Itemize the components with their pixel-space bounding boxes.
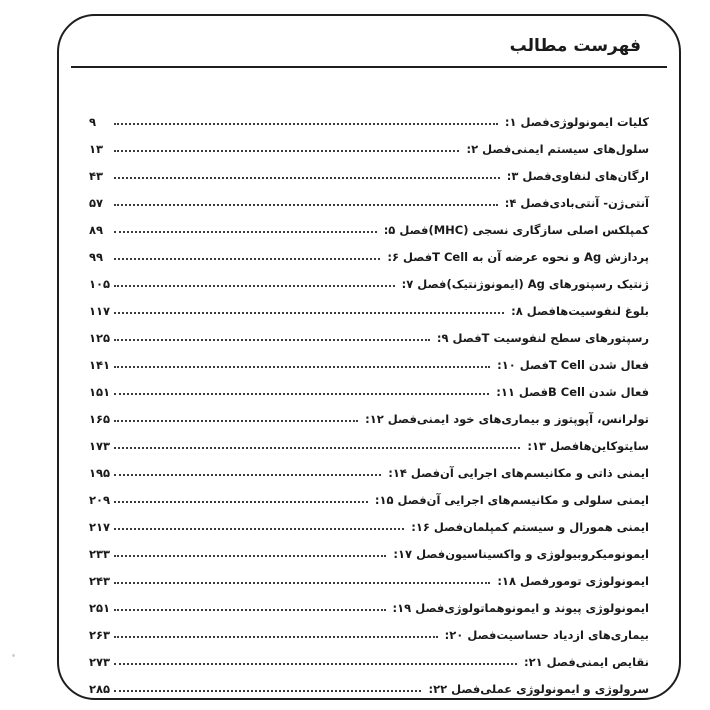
toc-entry-label bbox=[492, 385, 649, 401]
toc-chapter-number: فصل ۱۷: bbox=[393, 547, 446, 561]
dot-leader bbox=[114, 474, 381, 476]
toc-chapter-number: فصل ۳: bbox=[506, 169, 552, 183]
toc-chapter-number: فصل ۱۴: bbox=[388, 466, 440, 480]
toc-page-number: ۱۴۱ bbox=[89, 358, 111, 372]
toc-chapter-number: فصل ۱۹: bbox=[392, 601, 445, 615]
dot-leader bbox=[114, 393, 489, 395]
toc-chapter-number: فصل ۱۲: bbox=[365, 412, 417, 426]
dot-leader bbox=[114, 231, 377, 233]
toc-chapter-title: کلیات ایمونولوژی bbox=[549, 115, 649, 129]
toc-chapter-number: فصل ۱۸: bbox=[497, 574, 550, 588]
toc-entry bbox=[89, 320, 649, 347]
toc-chapter-number: فصل ۷: bbox=[401, 277, 447, 291]
toc-entry bbox=[89, 239, 649, 266]
toc-entry bbox=[89, 347, 649, 374]
toc-chapter-number: فصل ۱۶: bbox=[411, 520, 464, 534]
toc-chapter-title: تولرانس، آپوپتوز و بیماری‌های خود ایمنی bbox=[416, 412, 649, 426]
dot-leader bbox=[114, 582, 490, 584]
toc-entry bbox=[89, 455, 649, 482]
toc-chapter-number: فصل ۶: bbox=[387, 250, 433, 264]
dot-leader bbox=[114, 366, 490, 368]
dot-leader bbox=[114, 447, 520, 449]
toc-chapter-number: فصل ۲۰: bbox=[444, 628, 497, 642]
toc-page-number: ۵۷ bbox=[89, 196, 104, 210]
dot-leader bbox=[114, 663, 517, 665]
toc-chapter-number: فصل ۲: bbox=[466, 142, 512, 156]
toc-page-number: ۹۹ bbox=[89, 250, 104, 264]
toc-entry-label bbox=[493, 574, 649, 590]
toc-page-number: ۱۰۵ bbox=[89, 277, 111, 291]
toc-chapter-title: ایمونولوژی تومور bbox=[549, 574, 649, 588]
toc-entry bbox=[89, 131, 649, 158]
toc-chapter-number: فصل ۱۳: bbox=[527, 439, 580, 453]
toc-chapter-title: نقایص ایمنی bbox=[575, 655, 649, 669]
toc-entry-label bbox=[501, 196, 649, 212]
dot-leader bbox=[114, 609, 386, 611]
toc-chapter-title: سرولوژی و ایمونولوژی عملی bbox=[480, 682, 649, 696]
dot-leader bbox=[114, 258, 380, 260]
toc-chapter-title: آنتی‌ژن- آنتی‌بادی bbox=[549, 196, 649, 210]
toc-entry bbox=[89, 401, 649, 428]
toc-entry-label bbox=[371, 493, 649, 509]
toc-entry bbox=[89, 482, 649, 509]
page-frame bbox=[57, 14, 681, 700]
toc-page-number: ۱۱۷ bbox=[89, 304, 111, 318]
toc-chapter-number: فصل ۱۰: bbox=[497, 358, 549, 372]
toc-chapter-title: ایمنی همورال و سیستم کمپلمان bbox=[463, 520, 649, 534]
toc-entry-label bbox=[441, 628, 649, 644]
dot-leader bbox=[114, 555, 386, 557]
dot-leader bbox=[114, 285, 395, 287]
toc-chapter-title: فعال شدن B Cell bbox=[548, 385, 649, 399]
toc-chapter-title: کمپلکس اصلی سازگاری نسجی (MHC) bbox=[428, 223, 649, 237]
dot-leader bbox=[114, 501, 368, 503]
dot-leader bbox=[114, 204, 498, 206]
toc-page-number: ۱۶۵ bbox=[89, 412, 111, 426]
page-title: فهرست مطالب bbox=[509, 36, 641, 56]
toc-entry bbox=[89, 104, 649, 131]
dot-leader bbox=[114, 123, 498, 125]
toc-entry bbox=[89, 617, 649, 644]
toc-page-number: ۸۹ bbox=[89, 223, 104, 237]
toc-chapter-number: فصل ۵: bbox=[383, 223, 429, 237]
toc-entry-label bbox=[501, 115, 649, 131]
toc-entry-label bbox=[389, 601, 649, 617]
toc-entry-label bbox=[523, 439, 649, 455]
toc-entry-label bbox=[383, 250, 649, 266]
dot-leader bbox=[114, 636, 438, 638]
toc-page-number: ۲۴۳ bbox=[89, 574, 111, 588]
toc-entry-label bbox=[398, 277, 649, 293]
toc-entry-label bbox=[433, 331, 649, 347]
toc-page-number: ۱۲۵ bbox=[89, 331, 111, 345]
toc-entry bbox=[89, 158, 649, 185]
toc-chapter-title: ایمونولوژی پیوند و ایمونوهماتولوژی bbox=[444, 601, 649, 615]
dot-leader bbox=[114, 420, 358, 422]
toc-chapter-title: ارگان‌های لنفاوی bbox=[551, 169, 649, 183]
toc-chapter-number: فصل ۲۲: bbox=[428, 682, 481, 696]
toc-page-number: ۲۷۳ bbox=[89, 655, 111, 669]
toc-chapter-title: ژنتیک رسپتورهای Ag (ایمونوژنتیک) bbox=[446, 277, 649, 291]
toc-entry-label bbox=[384, 466, 649, 482]
toc-entry-label bbox=[507, 304, 649, 320]
toc-entry bbox=[89, 293, 649, 320]
toc-entry-label bbox=[389, 547, 649, 563]
toc-chapter-number: فصل ۱۵: bbox=[374, 493, 427, 507]
toc-page-number: ۱۵۱ bbox=[89, 385, 111, 399]
toc-chapter-number: فصل ۱۱: bbox=[496, 385, 548, 399]
toc-chapter-title: فعال شدن T Cell bbox=[548, 358, 649, 372]
dot-leader bbox=[114, 528, 404, 530]
toc-entry bbox=[89, 563, 649, 590]
toc-entry-label bbox=[361, 412, 649, 428]
toc-chapter-number: فصل ۸: bbox=[511, 304, 556, 318]
toc-page-number: ۹ bbox=[89, 115, 97, 129]
toc-entry bbox=[89, 428, 649, 455]
title-divider bbox=[71, 66, 667, 68]
dot-leader bbox=[114, 339, 430, 341]
toc-chapter-title: سایتوکاین‌ها bbox=[579, 439, 649, 453]
dot-leader bbox=[114, 150, 459, 152]
toc-chapter-title: ایمنی سلولی و مکانیسم‌های اجرایی آن bbox=[426, 493, 649, 507]
toc-page-number: ۱۳ bbox=[89, 142, 104, 156]
toc-page-number: ۲۱۷ bbox=[89, 520, 111, 534]
toc-entry-label bbox=[493, 358, 649, 374]
dot-leader bbox=[114, 312, 504, 314]
toc-chapter-title: پردازش Ag و نحوه عرضه آن به T Cell bbox=[432, 250, 649, 264]
toc-entry bbox=[89, 536, 649, 563]
toc-entry bbox=[89, 212, 649, 239]
toc-page-number: ۱۹۵ bbox=[89, 466, 111, 480]
toc-page-number: ۲۰۹ bbox=[89, 493, 111, 507]
toc-chapter-title: بیماری‌های ازدیاد حساسیت bbox=[496, 628, 649, 642]
dot-leader bbox=[114, 177, 500, 179]
toc-entry bbox=[89, 185, 649, 212]
toc-chapter-number: فصل ۲۱: bbox=[523, 655, 576, 669]
toc-chapter-title: ایمونومیکروبیولوژی و واکسیناسیون bbox=[445, 547, 649, 561]
toc-page-number: ۱۷۳ bbox=[89, 439, 111, 453]
toc-entry-label bbox=[462, 142, 649, 158]
toc-chapter-number: فصل ۱: bbox=[504, 115, 550, 129]
toc-chapter-title: ایمنی ذاتی و مکانیسم‌های اجرایی آن bbox=[440, 466, 649, 480]
toc-chapter-title: سلول‌های سیستم ایمنی bbox=[511, 142, 649, 156]
toc-chapter-title: بلوغ لنفوسیت‌ها bbox=[555, 304, 649, 318]
toc-entry-label bbox=[503, 169, 649, 185]
toc-entry bbox=[89, 590, 649, 617]
toc-page-number: ۲۵۱ bbox=[89, 601, 111, 615]
toc-entry bbox=[89, 644, 649, 671]
dot-leader bbox=[114, 690, 421, 692]
scan-speck bbox=[12, 654, 15, 657]
toc-entry bbox=[89, 671, 649, 698]
toc-page-number: ۲۸۵ bbox=[89, 682, 111, 696]
toc-entry-label bbox=[520, 655, 649, 671]
toc-entry bbox=[89, 374, 649, 401]
table-of-contents bbox=[89, 104, 649, 698]
toc-chapter-title: رسپتورهای سطح لنفوسیت T bbox=[481, 331, 649, 345]
toc-page-number: ۲۶۳ bbox=[89, 628, 111, 642]
toc-entry-label bbox=[380, 223, 649, 239]
toc-entry bbox=[89, 509, 649, 536]
toc-chapter-number: فصل ۴: bbox=[504, 196, 550, 210]
toc-entry-label bbox=[407, 520, 649, 536]
toc-chapter-number: فصل ۹: bbox=[436, 331, 482, 345]
toc-entry bbox=[89, 266, 649, 293]
toc-entry-label bbox=[424, 682, 649, 698]
toc-page-number: ۴۳ bbox=[89, 169, 104, 183]
toc-page-number: ۲۳۳ bbox=[89, 547, 111, 561]
